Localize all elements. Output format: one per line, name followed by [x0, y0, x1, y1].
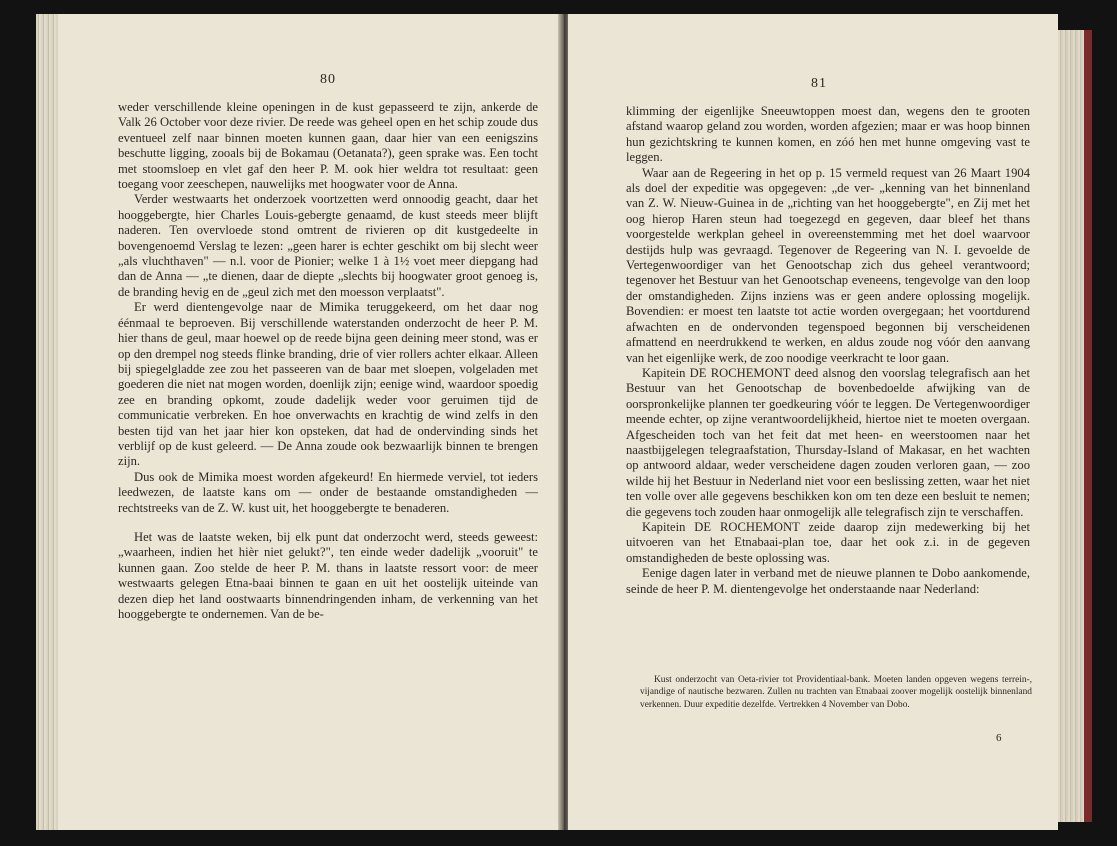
telegram-text	[640, 674, 1032, 711]
right-page-text	[626, 104, 1030, 597]
paragraph: Eenige dagen later in verband met de nieuwe plannen te Dobo aankomende, seinde de heer P. M. dientengevolge het onderstaande naar Nederland:	[626, 566, 1030, 596]
paragraph: Het was de laatste weken, bij elk punt dat onderzocht werd, steeds geweest: „waarheen, indien het hièr niet gelukt?", ten einde weder dadelijk „vooruit" te kunnen gaan. Zoo stelde de heer P. M. thans in laatste ressort voor: de meer westwaarts gelegen Etna-baai binnen te gaan en uit het oostelijk uiteinde van dezen diep het land oostwaarts binnendringenden inham, de verkenning van het hooggebergte te ondernemen. Van de be-	[118, 529, 538, 621]
paragraph: weder verschillende kleine openingen in de kust gepasseerd te zijn, ankerde de Valk 26 October voor deze rivier. De reede was geheel open en het schip zoude dus eventueel zelf naar binnen moeten kunnen gaan, daar hier van een eenigszins beschutte ligging, zooals bij de Bokamau (Oetanata?), geen sprake was. Een tocht met stoomsloep en vlet gaf den heer P. M. ook hier weldra tot resultaat: geen toegang voor zeeschepen, nauwelijks met hoogwater voor de Anna.	[118, 100, 538, 192]
paragraph: Verder westwaarts het onderzoek voortzetten werd onnoodig geacht, daar het hooggebergte, hier Charles Louis-gebergte genaamd, de kust steeds meer blijft naderen. Ten overvloede stond omtrent de rivieren op dit kustgedeelte in bovengenoemd Verslag te lezen: „geen harer is echter geschikt om bij slecht weer „als vluchthaven" — n.l. voor de Pionier; welke 1 à 1½ voet meer diepgang had dan de Anna — „te dienen, daar de diepte „slechts bij hoogwater groot genoeg is, de branding hevig en de „geul zich met den moesson verplaatst".	[118, 192, 538, 299]
page-edges-left	[36, 14, 58, 830]
page-number: 80	[320, 72, 336, 87]
paragraph: Waar aan de Regeering in het op p. 15 vermeld request van 26 Maart 1904 als doel der expeditie was opgegeven: „de ver- „kenning van het binnenland van Z. W. Nieuw-Guinea in de „richting van het hooggebergte", en Zij met het oog hierop Haren steun had toegezegd en gegeven, daar bleef het thans voorgestelde werkplan geheel in overeenstemming met het doel waarvoor destijds hulp was gevraagd. Tegenover de Regeering van N. I. gevoelde de Vertegenwoordiger van het Genootschap zich dus geheel verantwoord; tegenover het Bestuur van het Genootschap eveneens, tengevolge van den loop der omstandigheden. Zijns inziens was er geen andere oplossing mogelijk. Bovendien: er moest ten laatste tot actie worden overgegaan; het voortdurend afwachten en de ondervonden tegenspoed begonnen bij verscheidenen afmattend en neerdrukkend te werken, en aldus zoude nog vóór den aanvang van het eigenlijke werk, de zoo noodige veerkracht te loor gaan.	[626, 165, 1030, 365]
left-page-text	[118, 100, 538, 622]
right-page	[568, 14, 1058, 830]
page-number: 81	[811, 76, 827, 91]
paragraph: klimming der eigenlijke Sneeuwtoppen moest dan, wegens den te grooten afstand waarop geland zou worden, worden afgezien; maar er was hoop binnen hun gezichtskring te kunnen komen, en zóó hen met hunne omgeving vast te leggen.	[626, 104, 1030, 165]
paragraph: Er werd dientengevolge naar de Mimika teruggekeerd, om het daar nog éénmaal te beproeven. Bij verschillende waterstanden onderzocht de heer P. M. hier thans de geul, maar hoewel op de reede bijna geen deining meer stond, was er op den drempel nog steeds flinke branding, drie of vier rollers achter elkaar. Alleen bij spiegelgladde zee zou het passeeren van de baar met sloepen, volgeladen met goederen die niet nat mogen worden, doenlijk zijn; eenige wind, waardoor spoedig zee en branding opkomt, zoude dadelijk weder voor geruimen tijd de communicatie verbreken. En hoe onverwachts en krachtig de wind zelfs in den besten tijd van het jaar hier kon opsteken, dat had de ondervinding sinds het verblijf op de kust geleerd. — De Anna zoude ook bezwaarlijk binnen te brengen zijn.	[118, 300, 538, 469]
paragraph: Kapitein DE ROCHEMONT zeide daarop zijn medewerking bij het uitvoeren van het Etnabaai-plan toe, daar het ook z.i. in de gegeven omstandigheden de beste oplossing was.	[626, 519, 1030, 565]
paragraph: Dus ook de Mimika moest worden afgekeurd! En hiermede verviel, tot ieders leedwezen, de laatste kans om — onder de bestaande omstandigheden — rechtstreeks van de Z. W. kust uit, het hooggebergte te benaderen.	[118, 469, 538, 515]
signature-mark: 6	[996, 732, 1002, 744]
telegram-paragraph: Kust onderzocht van Oeta-rivier tot Providentiaal-bank. Moeten landen opgeven wegens terrein-, vijandige of nautische bezwaren. Zullen nu trachten van Etnabaai zoover mogelijk oostelijk binnenland verkennen. Duur expeditie dezelfde. Vertrekken 4 November van Dobo.	[640, 675, 1032, 710]
paragraph: Kapitein DE ROCHEMONT deed alsnog den voorslag telegrafisch aan het Bestuur van het Genootschap de bovenbedoelde afwijking van de oorspronkelijke plannen ter goedkeuring vóór te leggen. De Vertegenwoordiger meende echter, op zijne verantwoordelijkheid, hiertoe niet te moeten overgaan. Afgescheiden toch van het feit dat met heen- en weerstoomen naar het naastbijgelegen telegraafstation, Thursday-Island of Makasar, en het wachten op antwoord aldaar, weder verscheidene dagen zouden verloren gaan, — zoo wilde hij het Bestuur in Nederland niet voor een beslissing zetten, waar het niet ten volle over alle gegevens beschikken kon om ten deze een besluit te nemen; die gegevens toch zouden haar onmogelijk alle telegrafisch zijn te verschaffen.	[626, 365, 1030, 519]
left-page	[58, 14, 560, 830]
open-book	[36, 14, 1084, 830]
page-edges-right	[1058, 30, 1084, 822]
